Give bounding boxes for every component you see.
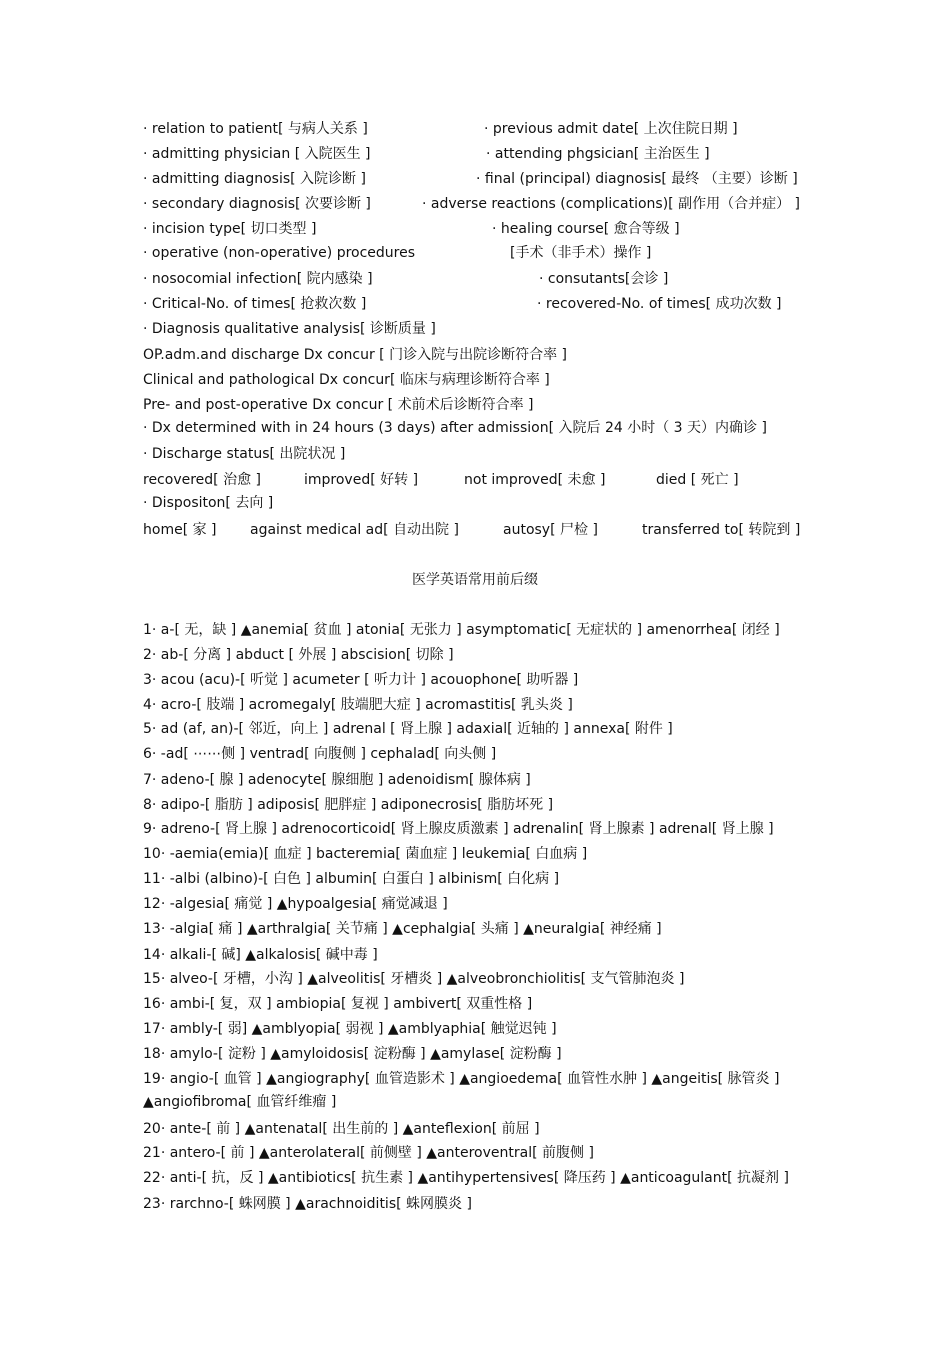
op-discharge-concur-line: OP.adm.and discharge Dx concur [ 门诊入院与出院诊断符合率 ]: [143, 347, 568, 363]
field-secondary-diagnosis: · secondary diagnosis[ 次要诊断 ]: [143, 196, 371, 212]
list-item: 13· -algia[ 痛 ] ▲arthralgia[ 关节痛 ] ▲cephalgia[ 头痛 ] ▲neuralgia[ 神经痛 ]: [143, 921, 662, 937]
list-item: 18· amylo-[ 淀粉 ] ▲amyloidosis[ 淀粉酶 ] ▲amylase[ 淀粉酶 ]: [143, 1046, 562, 1062]
field-operative-procedures: · operative (non-operative) procedures: [143, 245, 416, 261]
status-not-improved: not improved[ 未愈 ]: [464, 472, 606, 488]
disposition-against-medical-advice: against medical ad[ 自动出院 ]: [250, 522, 459, 538]
list-item: 20· ante-[ 前 ] ▲antenatal[ 出生前的 ] ▲anteflexion[ 前屈 ]: [143, 1121, 540, 1137]
list-item: 7· adeno-[ 腺 ] adenocyte[ 腺细胞 ] adenoidism[ 腺体病 ]: [143, 772, 531, 788]
list-item: 5· ad (af, an)-[ 邻近，向上 ] adrenal [ 肾上腺 ] adaxial[ 近轴的 ] annexa[ 附件 ]: [143, 721, 673, 737]
list-item: 4· acro-[ 肢端 ] acromegaly[ 肢端肥大症 ] acromastitis[ 乳头炎 ]: [143, 697, 573, 713]
field-previous-admit-date: · previous admit date[ 上次住院日期 ]: [484, 121, 738, 137]
list-item: 9· adreno-[ 肾上腺 ] adrenocorticoid[ 肾上腺皮质激素 ] adrenalin[ 肾上腺素 ] adrenal[ 肾上腺 ]: [143, 821, 774, 837]
list-item: 23· rarchno-[ 蛛网膜 ] ▲arachnoiditis[ 蛛网膜炎 ]: [143, 1196, 472, 1212]
list-item: 2· ab-[ 分离 ] abduct [ 外展 ] abscision[ 切除 ]: [143, 647, 454, 663]
discharge-status-title: · Discharge status[ 出院状况 ]: [143, 446, 346, 462]
field-healing-course: · healing course[ 愈合等级 ]: [492, 221, 680, 237]
section-title: 医学英语常用前后缀: [412, 572, 538, 588]
disposition-home: home[ 家 ]: [143, 522, 217, 538]
disposition-title: · Dispositon[ 去向 ]: [143, 495, 274, 511]
field-final-diagnosis: · final (principal) diagnosis[ 最终 （主要）诊断 ]: [476, 171, 798, 187]
clinical-pathological-concur-line: Clinical and pathological Dx concur[ 临床与病理诊断符合率 ]: [143, 372, 550, 388]
status-died: died [ 死亡 ]: [656, 472, 739, 488]
list-item: 1· a-[ 无，缺 ] ▲anemia[ 贫血 ] atonia[ 无张力 ] asymptomatic[ 无症状的 ] amenorrhea[ 闭经 ]: [143, 622, 780, 638]
status-improved: improved[ 好转 ]: [304, 472, 419, 488]
list-item: 12· -algesia[ 痛觉 ] ▲hypoalgesia[ 痛觉减退 ]: [143, 896, 448, 912]
list-item: 21· antero-[ 前 ] ▲anterolateral[ 前侧壁 ] ▲anteroventral[ 前腹侧 ]: [143, 1145, 594, 1161]
field-attending-physician: · attending phgsician[ 主治医生 ]: [486, 146, 710, 162]
field-relation-to-patient: · relation to patient[ 与病人关系 ]: [143, 121, 368, 137]
list-item: 15· alveo-[ 牙槽，小沟 ] ▲alveolitis[ 牙槽炎 ] ▲alveobronchiolitis[ 支气管肺泡炎 ]: [143, 971, 685, 987]
field-critical-times: · Critical-No. of times[ 抢救次数 ]: [143, 296, 367, 312]
field-admitting-diagnosis: · admitting diagnosis[ 入院诊断 ]: [143, 171, 366, 187]
list-item: 19· angio-[ 血管 ] ▲angiography[ 血管造影术 ] ▲angioedema[ 血管性水肿 ] ▲angeitis[ 脉管炎 ]: [143, 1071, 780, 1087]
list-item: 10· -aemia(emia)[ 血症 ] bacteremia[ 菌血症 ] leukemia[ 白血病 ]: [143, 846, 588, 862]
field-admitting-physician: · admitting physician [ 入院医生 ]: [143, 146, 371, 162]
disposition-autopsy: autosy[ 尸检 ]: [503, 522, 598, 538]
list-item: 6· -ad[ ⋯⋯侧 ] ventrad[ 向腹侧 ] cephalad[ 向头侧 ]: [143, 746, 497, 762]
list-item: 8· adipo-[ 脂肪 ] adiposis[ 肥胖症 ] adiponecrosis[ 脂肪坏死 ]: [143, 797, 554, 813]
field-incision-type: · incision type[ 切口类型 ]: [143, 221, 317, 237]
list-item: 22· anti-[ 抗，反 ] ▲antibiotics[ 抗生素 ] ▲antihypertensives[ 降压药 ] ▲anticoagulant[ 抗凝剂 ]: [143, 1170, 789, 1186]
dx-24-hours-line: · Dx determined with in 24 hours (3 days) after admission[ 入院后 24 小时（ 3 天）内确诊 ]: [143, 420, 767, 436]
status-recovered: recovered[ 治愈 ]: [143, 472, 261, 488]
disposition-transferred: transferred to[ 转院到 ]: [642, 522, 801, 538]
list-item: 11· -albi (albino)-[ 白色 ] albumin[ 白蛋白 ] albinism[ 白化病 ]: [143, 871, 560, 887]
list-item: 3· acou (acu)-[ 听觉 ] acumeter [ 听力计 ] acouophone[ 助听器 ]: [143, 672, 579, 688]
list-item: 14· alkali-[ 碱] ▲alkalosis[ 碱中毒 ]: [143, 947, 378, 963]
field-adverse-reactions: · adverse reactions (complications)[ 副作用（合并症） ]: [422, 196, 800, 212]
field-operative-procedures-cn: [手术（非手术）操作 ]: [510, 245, 652, 261]
diagnosis-quality-line: · Diagnosis qualitative analysis[ 诊断质量 ]: [143, 321, 436, 337]
list-item: 16· ambi-[ 复，双 ] ambiopia[ 复视 ] ambivert[ 双重性格 ]: [143, 996, 533, 1012]
list-item-continuation: ▲angiofibroma[ 血管纤维瘤 ]: [143, 1094, 337, 1110]
field-recovered-times: · recovered-No. of times[ 成功次数 ]: [537, 296, 782, 312]
field-nosocomial-infection: · nosocomial infection[ 院内感染 ]: [143, 271, 373, 287]
list-item: 17· ambly-[ 弱] ▲amblyopia[ 弱视 ] ▲amblyaphia[ 触觉迟钝 ]: [143, 1021, 557, 1037]
field-consultants: · consutants[会诊 ]: [539, 271, 669, 287]
pre-post-operative-concur-line: Pre- and post-operative Dx concur [ 术前术后诊断符合率 ]: [143, 397, 534, 413]
